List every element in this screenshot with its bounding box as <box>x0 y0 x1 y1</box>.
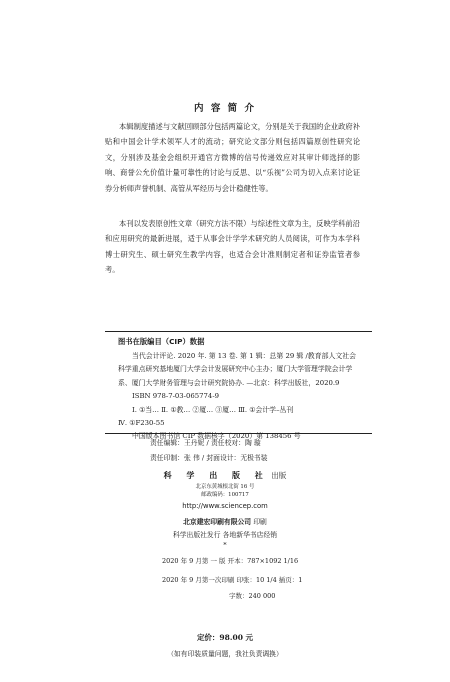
cip-top-rule <box>105 331 372 332</box>
distribution-line: 科学出版社发行 各地新华书店经销 <box>172 531 278 539</box>
cip-record: 中国版本图书馆 CIP 数据核字（2020）第 138456 号 <box>132 432 301 441</box>
summary-paragraph-1: 本辑制度描述与文献回顾部分包括两篇论文，分别是关于我国的企业政府补贴和中国会计学术领军人才的流动；研究论文部分则包括四篇原创性研究论文，分别涉及基金会组织开通官方微博的信号传递效应对其审计师选择的影响、商誉公允价值计量可靠性的讨论与反思、以“乐视”公司为切入点来讨论证券分析师声誉机制、高管从军经历与会计稳健性等。 <box>105 122 360 193</box>
publisher-name: 科 学 出 版 社 <box>163 470 269 480</box>
credits-production: 责任印制：张 伟 / 封面设计：无极书装 <box>150 454 268 462</box>
summary-title: 内 容 简 介 <box>194 103 256 114</box>
cip-index-2: Ⅳ. ①F230-55 <box>118 419 165 428</box>
publisher-url: http://www.sciencep.com <box>182 502 268 510</box>
cip-isbn: ISBN 978-7-03-065774-9 <box>132 392 220 401</box>
summary-paragraph-2: 本刊以发表原创性文章（研究方法不限）与综述性文章为主，反映学科前沿和应用研究的最新进展，适于从事会计学学术研究的人员阅读，可作为本学科博士研究生、硕士研究生教学内容，也适合会计准则制定者和证券监管者参考。 <box>105 219 360 275</box>
cip-index-1: Ⅰ. ①当… Ⅱ. ①教… ②厦… ③厦… Ⅲ. ①会计学–丛刊 <box>132 405 294 414</box>
publisher-address: 北京东黄城根北街 16 号 <box>195 484 255 490</box>
quality-note: （如有印装质量问题，我社负责调换） <box>167 650 283 658</box>
cip-heading: 图书在版编目（CIP）数据 <box>118 337 205 346</box>
cip-block <box>118 350 362 444</box>
price: 定价：98.00 元 <box>196 633 254 642</box>
credits-editor: 责任编辑：王丹妮 / 责任校对：陶 璇 <box>150 439 261 447</box>
edition-line: 2020 年 9 月第 一 版 开本：787×1092 1/16 <box>162 557 299 565</box>
publisher-suffix: 出版 <box>271 471 287 480</box>
cip-entry: 当代会计评论. 2020 年. 第 13 卷. 第 1 辑：总第 29 辑 /教育部人文社会科学重点研究基地厦门大学会计发展研究中心主办；厦门大学管理学院会计学系、厦门大学财务管理与会计研究院协办. —北京：科学出版社，2020.9 <box>118 352 357 387</box>
printing-line: 2020 年 9 月第一次印刷 印张：10 1/4 插页：1 <box>162 576 303 584</box>
separator-star: * <box>223 541 227 549</box>
printer-line <box>0 516 450 526</box>
publisher-line <box>0 470 450 481</box>
printer-suffix: 印刷 <box>253 518 267 526</box>
publisher-postcode: 邮政编码：100717 <box>201 492 249 498</box>
word-count: 字数：240 000 <box>229 592 276 600</box>
cip-bottom-rule <box>105 433 372 434</box>
printer-name: 北京建宏印刷有限公司 <box>183 518 252 526</box>
